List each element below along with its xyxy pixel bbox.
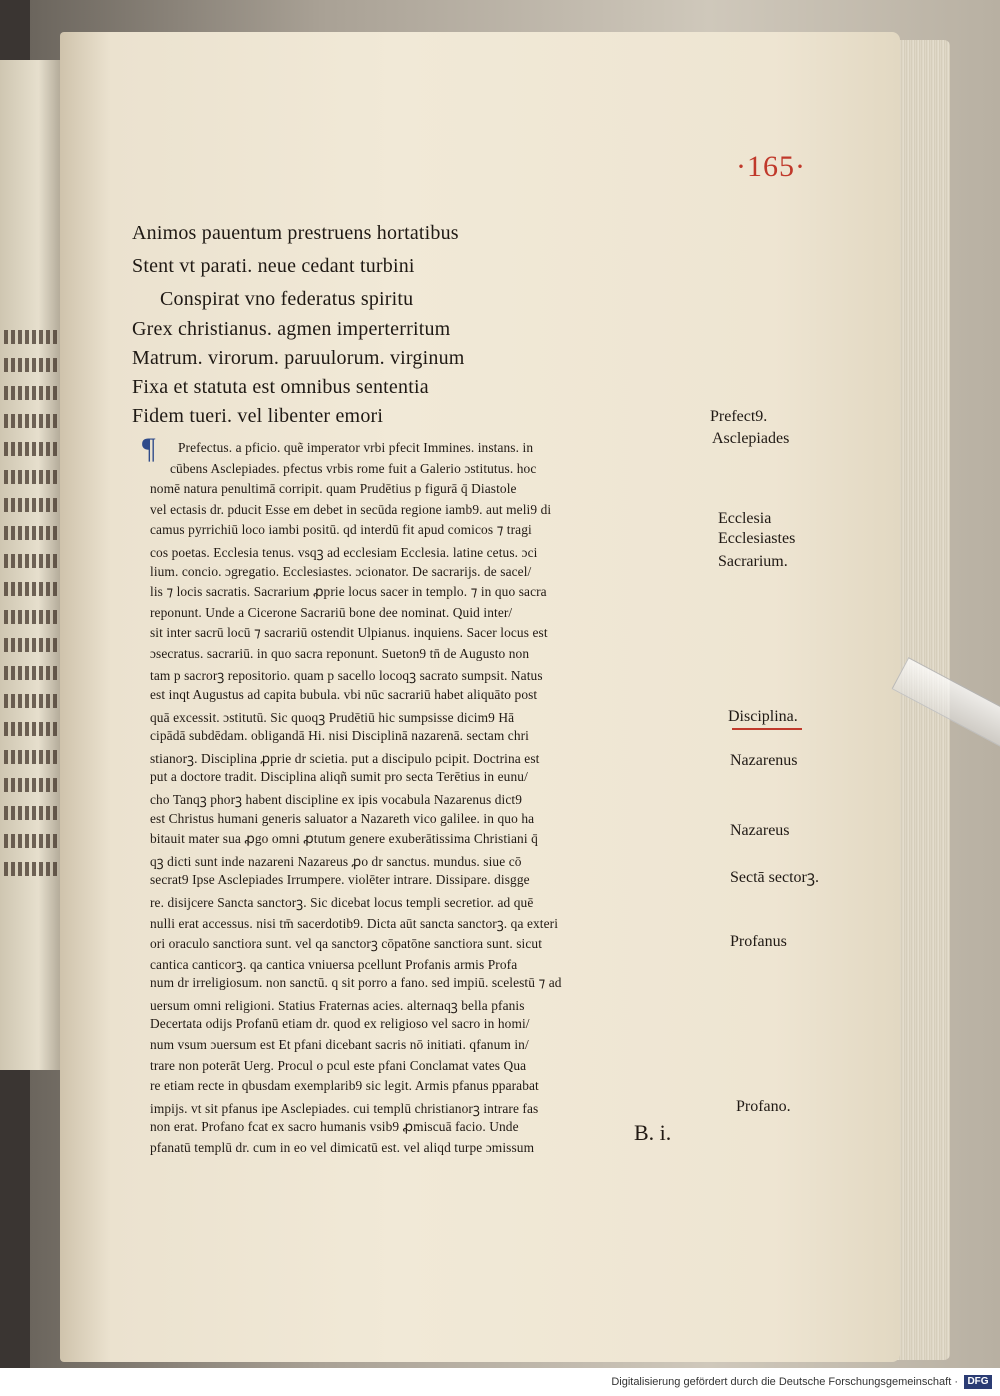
verse-line: Fixa et statuta est omnibus sententia — [132, 376, 429, 398]
commentary-line: bitauit mater sua ꝓgo omni ꝓtutum genere exuberātissima Christiani q̄ — [150, 831, 538, 846]
commentary-line: ɔsecratus. sacrariū. in quo sacra reponunt. Sueton9 tn̄ de Augusto non — [150, 646, 530, 661]
commentary-line: stianorꝫ. Disciplina ꝓprie dr scietia. put a discipulo pcipit. Doctrina est — [150, 751, 540, 766]
marginal-note: Disciplina. — [728, 708, 798, 725]
marginal-note: Nazareus — [730, 822, 790, 839]
marginal-note: Prefect9. — [710, 408, 768, 425]
verse-line: Animos pauentum prestruens hortatibus — [132, 222, 459, 244]
verse-line: Matrum. virorum. paruulorum. virginum — [132, 347, 465, 369]
commentary-line: re etiam recte in qbusdam exemplarib9 sic legit. Armis pfanus pparabat — [150, 1078, 539, 1093]
commentary-line: nulli erat accessus. nisi tm̄ sacerdotib9. Dicta aūt sancta sanctorꝫ. qa exteri — [150, 916, 559, 931]
verse-line: Stent vt parati. neue cedant turbini — [132, 255, 415, 277]
commentary-line: lis ⁊ locis sacratis. Sacrarium ꝓprie locus sacer in templo. ⁊ in quo sacra — [150, 584, 547, 599]
signature-mark: B. i. — [634, 1120, 672, 1145]
commentary-line: put a doctore tradit. Disciplina aliqñ sumit pro secta Terētius in eunu/ — [150, 769, 528, 784]
marginal-note: Ecclesia — [718, 510, 772, 527]
commentary-line: quā excessit. ɔstitutū. Sic quoqꝫ Prudētiū hic sumpsisse dicim9 Hā — [150, 710, 515, 725]
marginal-note: Sacrarium. — [718, 553, 788, 570]
initial-capital: ¶ — [142, 432, 156, 465]
marginal-note: Profano. — [736, 1098, 791, 1115]
commentary-line: impijs. vt sit pfanus ipe Asclepiades. cui templū christianorꝫ intrare fas — [150, 1101, 539, 1116]
commentary-line: est inqt Augustus ad capita bubula. vbi nūc sacrariū habet aliquāto post — [150, 687, 538, 702]
verse-line: Grex christianus. agmen imperterritum — [132, 318, 451, 340]
marginal-note: Profanus — [730, 933, 787, 950]
marginal-note: Asclepiades — [712, 430, 790, 447]
commentary-line: non erat. Profano fcat ex sacro humanis vsib9 ꝓmiscuā facio. Unde — [150, 1119, 519, 1134]
commentary-line: cos poetas. Ecclesia tenus. vsqꝫ ad ecclesiam Ecclesia. latine cetus. ɔci — [150, 545, 538, 560]
commentary-line: num dr irreligiosum. non sanctū. q sit porro a fano. sed impiū. scelestū ⁊ ad — [150, 975, 562, 990]
commentary-line: cantica canticorꝫ. qa cantica vniuersa pcellunt Profanis armis Profa — [150, 957, 518, 972]
footer-bar — [0, 1368, 1000, 1396]
commentary-line: Decertata odijs Profanū etiam dr. quod ex religioso vel sacro in homi/ — [150, 1016, 530, 1031]
commentary-line: est Christus humani generis saluator a Nazareth vico galilee. in quo ha — [150, 811, 535, 826]
marginal-note: Nazarenus — [730, 752, 798, 769]
commentary-line: sit inter sacrū locū ⁊ sacrariū ostendit Ulpianus. inquiens. Sacer locus est — [150, 625, 548, 640]
commentary-line: cipādā subdēdam. obligandā Hi. nisi Disciplinā nazarenā. sectam chri — [150, 728, 530, 743]
commentary-line: vel ectasis dr. pducit Esse em debet in secūda regione iamb9. aut meli9 di — [150, 502, 552, 517]
footer-credit: Digitalisierung gefördert durch die Deutsche Forschungsgemeinschaft · — [611, 1376, 958, 1388]
marginal-note: Sectā sectorꝫ. — [730, 869, 820, 886]
verse-line: Fidem tueri. vel libenter emori — [132, 405, 384, 427]
commentary-line: camus pyrrichiū loco iambi positū. qd interdū fit apud comicos ⁊ tragi — [150, 522, 532, 537]
folio-number: ·165· — [736, 150, 806, 183]
commentary-line: secrat9 Ipse Asclepiades Irrumpere. violēter intrare. Dissipare. disgge — [150, 872, 530, 887]
verse-line: Conspirat vno federatus spiritu — [160, 288, 414, 310]
commentary-line: reponunt. Unde a Cicerone Sacrariū bone dee nominat. Quid inter/ — [150, 605, 513, 620]
marginal-note: Ecclesiastes — [718, 530, 796, 547]
marginal-underline — [732, 728, 802, 730]
commentary-line: uersum omni religioni. Statius Fraternas acies. alternaqꝫ bella pfanis — [150, 998, 525, 1013]
commentary-line: lium. concio. ɔgregatio. Ecclesiastes. ɔcionator. De sacrarijs. de sacel/ — [150, 564, 532, 579]
dfg-logo-icon: DFG — [964, 1375, 992, 1389]
commentary-line: trare non poterāt Uerg. Procul o pcul este pfani Conclamat vates Qua — [150, 1058, 527, 1073]
commentary-line: cūbens Asclepiades. pfectus vrbis rome fuit a Galerio ɔstitutus. hoc — [170, 461, 537, 476]
commentary-line: cho Tanqꝫ phorꝫ habent discipline ex ipis vocabula Nazarenus dict9 — [150, 792, 522, 807]
commentary-line: nomē natura penultimā corripit. quam Prudētius p figurā q̄ Diastole — [150, 481, 517, 496]
left-page-text — [4, 330, 62, 890]
commentary-line: tam p sacrorꝫ repositorio. quam p sacello locoqꝫ sacrato sumpsit. Natus — [150, 668, 543, 683]
commentary-line: pfanatū templū dr. cum in eo vel dimicatū est. vel aliqd turpe ɔmissum — [150, 1140, 535, 1155]
commentary-line: qꝫ dicti sunt inde nazareni Nazareus ꝓo dr sanctus. mundus. siue cō — [150, 854, 522, 869]
commentary-line: re. disijcere Sancta sanctorꝫ. Sic dicebat locus templi secretior. ad quē — [150, 895, 534, 910]
commentary-line: num vsum ɔuersum est Et pfani dicebant sacris nō initiati. qfanum in/ — [150, 1037, 529, 1052]
commentary-line: Prefectus. a pficio. quẽ imperator vrbi pfecit Immines. instans. in — [178, 440, 534, 455]
commentary-line: ori oraculo sanctiora sunt. vel qa sanctorꝫ cōpatōne sanctiora sunt. sicut — [150, 936, 543, 951]
